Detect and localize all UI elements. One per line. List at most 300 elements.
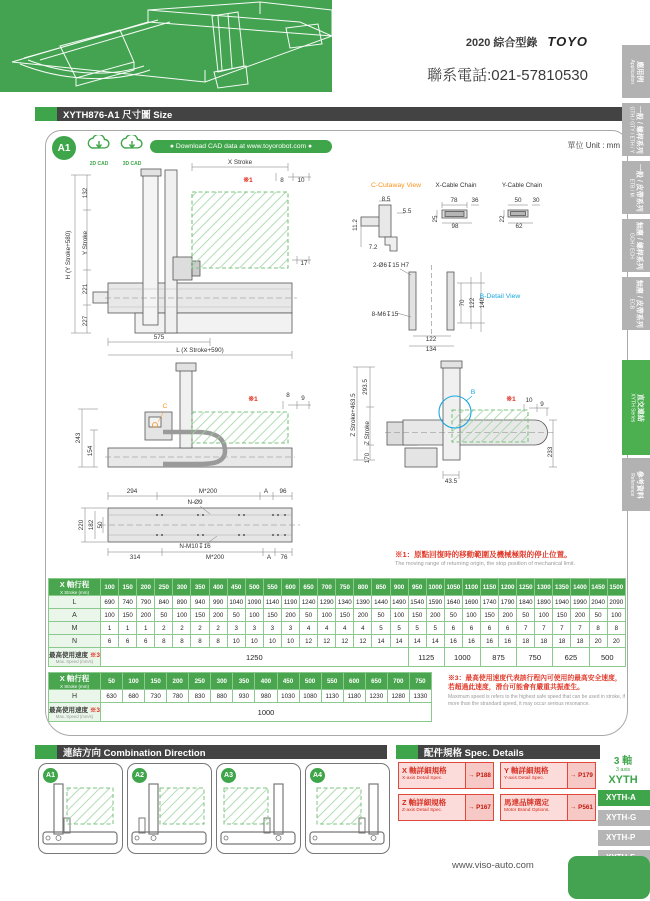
- stroke-value: 850: [372, 579, 390, 596]
- contact-phone: 聯系電話:021-57810530: [427, 67, 588, 84]
- table-cell: 3: [227, 622, 245, 635]
- cad-2d-label: 2D CAD: [89, 161, 109, 167]
- table-cell: 2: [191, 622, 209, 635]
- table-cell: 150: [408, 609, 426, 622]
- dim-label: 30: [532, 197, 540, 204]
- table-cell: 1890: [535, 596, 553, 609]
- table-cell: 690: [101, 596, 119, 609]
- sidebar-tab-etb-m[interactable]: [622, 161, 650, 214]
- table-cell: 930: [233, 690, 255, 703]
- dimension-drawing: [45, 155, 628, 578]
- stroke-value: 350: [233, 673, 255, 690]
- table-cell: 980: [255, 690, 277, 703]
- dim-label: 43.5: [444, 478, 458, 485]
- stroke-value: 600: [343, 673, 365, 690]
- sidebar-tab-ecb[interactable]: [622, 277, 650, 330]
- combination-option-a2[interactable]: [127, 763, 212, 854]
- table-cell: 50: [155, 609, 173, 622]
- table-cell: 1130: [321, 690, 343, 703]
- stroke-header: X 軸行程 X Stroke (mm): [49, 579, 101, 596]
- green-square-marker: [396, 745, 418, 759]
- sidebar-tab-label: 一般 / 皮帶系列 ETB / M: [628, 163, 643, 212]
- stroke-value: 750: [409, 673, 431, 690]
- series-axis-info: [600, 756, 646, 786]
- table-cell: 14: [390, 635, 408, 648]
- stroke-value: 450: [277, 673, 299, 690]
- spec-section-bar: [396, 745, 600, 759]
- table-cell: 2: [173, 622, 191, 635]
- table-cell: 14: [372, 635, 390, 648]
- table-cell: 1690: [462, 596, 480, 609]
- series-family: XYTH: [608, 774, 638, 787]
- dim-label: 5.5: [402, 208, 412, 215]
- stroke-value: 400: [255, 673, 277, 690]
- dim-label: 25: [432, 215, 439, 223]
- dim-label: 122: [469, 297, 476, 309]
- table-cell: 780: [167, 690, 189, 703]
- table-cell: 1290: [318, 596, 336, 609]
- website-url: www.viso-auto.com: [452, 860, 534, 871]
- stroke-value: 1350: [553, 579, 571, 596]
- stroke-header: X 軸行程 X Stroke (mm): [49, 673, 101, 690]
- stroke-value: 250: [189, 673, 211, 690]
- dim-label: L (X Stroke+590): [176, 347, 224, 354]
- spec-zh: Y 軸詳細規格: [504, 766, 549, 775]
- dim-label: A: [266, 554, 272, 561]
- dim-label: B: [470, 389, 476, 396]
- table-cell: 5: [372, 622, 390, 635]
- dim-label: 243: [75, 432, 82, 444]
- combination-option-a1[interactable]: [38, 763, 123, 854]
- stroke-value: 300: [173, 579, 191, 596]
- stroke-value: 1400: [571, 579, 589, 596]
- max-speed-label: 最高使用速度 ※3 Max. Speed (mm/s): [49, 648, 101, 667]
- dim-label: 10: [525, 397, 533, 404]
- spec-en: Z-axis Detail Spec.: [402, 808, 443, 813]
- table-cell: 2: [209, 622, 227, 635]
- table-cell: 6: [499, 622, 517, 635]
- spec-title: 配件規格: [424, 748, 463, 759]
- table-cell: 1340: [336, 596, 354, 609]
- table-cell: 1140: [263, 596, 281, 609]
- stroke-value: 750: [336, 579, 354, 596]
- table-cell: 100: [245, 609, 263, 622]
- table-cell: 20: [589, 635, 607, 648]
- table-cell: 1280: [387, 690, 409, 703]
- table-cell: 1040: [227, 596, 245, 609]
- table-cell: 2: [155, 622, 173, 635]
- table-cell: 16: [499, 635, 517, 648]
- stroke-value: 250: [155, 579, 173, 596]
- combination-badge: A2: [132, 768, 147, 783]
- row-label: H: [49, 690, 101, 703]
- table-cell: 6: [101, 635, 119, 648]
- combination-option-a3[interactable]: [216, 763, 301, 854]
- table-cell: 10: [227, 635, 245, 648]
- max-speed-value: 1125: [408, 648, 444, 667]
- axis-count: 3 軸: [613, 756, 633, 767]
- stroke-value: 1300: [535, 579, 553, 596]
- table-cell: 150: [263, 609, 281, 622]
- table-cell: 890: [173, 596, 191, 609]
- spec-page-ref[interactable]: → P561: [567, 795, 595, 820]
- combination-schematic: [218, 778, 298, 850]
- table-cell: 8: [607, 622, 625, 635]
- stroke-value: 700: [318, 579, 336, 596]
- spec-link-y-axis[interactable]: [500, 762, 596, 789]
- combination-option-a4[interactable]: [305, 763, 390, 854]
- dim-label: 8: [286, 392, 290, 399]
- stroke-value: 50: [101, 673, 123, 690]
- spec-zh: 馬達品牌選定: [504, 798, 549, 807]
- dim-label: 17: [300, 260, 308, 267]
- table-cell: 100: [462, 609, 480, 622]
- table-cell: 1180: [343, 690, 365, 703]
- table-cell: 1740: [480, 596, 498, 609]
- dim-label: 233: [547, 446, 554, 458]
- table-cell: 2090: [607, 596, 625, 609]
- sidebar-tab-gch-ech[interactable]: [622, 219, 650, 272]
- table-cell: 16: [480, 635, 498, 648]
- max-speed-label: 最高使用速度 ※3 Max. Speed (mm/s): [49, 703, 101, 722]
- stroke-value: 500: [245, 579, 263, 596]
- note-3: [448, 674, 628, 707]
- toyo-logo: TOYO: [547, 34, 588, 49]
- dim-label: ※1: [506, 396, 516, 403]
- dim-label: Z Stroke: [364, 421, 371, 445]
- spec-page-ref[interactable]: → P188: [465, 763, 493, 788]
- axis-count-en: 3 axis: [615, 767, 631, 773]
- table-cell: 6: [137, 635, 155, 648]
- stroke-value: 650: [300, 579, 318, 596]
- dim-label: 50: [97, 521, 104, 529]
- green-square-marker: [35, 745, 57, 759]
- table-cell: 20: [607, 635, 625, 648]
- note-1-en: The moving range of returning origin, the stop position of mechanical limit.: [395, 561, 576, 567]
- dim-label: B-Detail View: [479, 293, 521, 300]
- stroke-value: 150: [145, 673, 167, 690]
- table-cell: 1640: [444, 596, 462, 609]
- table-cell: 5: [426, 622, 444, 635]
- table-cell: 150: [480, 609, 498, 622]
- green-square-marker: [35, 107, 57, 121]
- dim-label: 182: [88, 519, 95, 531]
- stroke-value: 1250: [517, 579, 535, 596]
- table-cell: 6: [462, 622, 480, 635]
- stroke-value: 100: [123, 673, 145, 690]
- table-cell: 200: [571, 609, 589, 622]
- table-cell: 1940: [553, 596, 571, 609]
- combination-title-en: Combination Direction: [103, 748, 206, 759]
- dim-label: 76: [280, 554, 288, 561]
- dim-label: 70: [459, 299, 466, 307]
- table-cell: 1590: [426, 596, 444, 609]
- table-cell: 1: [119, 622, 137, 635]
- table-cell: 100: [318, 609, 336, 622]
- stroke-value: 350: [191, 579, 209, 596]
- table-cell: 4: [318, 622, 336, 635]
- dim-label: 170: [364, 452, 371, 464]
- cad-3d-label: 3D CAD: [122, 161, 142, 167]
- dim-label: 36: [471, 197, 479, 204]
- table-cell: 14: [408, 635, 426, 648]
- stroke-value: 1150: [480, 579, 498, 596]
- table-cell: 6: [444, 622, 462, 635]
- table-cell: 8: [191, 635, 209, 648]
- size-section-bar: [35, 107, 628, 121]
- table-cell: 940: [191, 596, 209, 609]
- product-illustration: [0, 0, 332, 92]
- max-speed-value: 500: [589, 648, 625, 667]
- dim-label: N-Ø9: [187, 499, 203, 506]
- dim-label: 50: [514, 197, 522, 204]
- table-cell: 12: [300, 635, 318, 648]
- table-cell: 50: [372, 609, 390, 622]
- spec-en: Y-axis Detail Spec.: [504, 776, 545, 781]
- table-cell: 200: [209, 609, 227, 622]
- sidebar-tab-label: 應用例 Application: [628, 59, 643, 84]
- table-cell: 150: [553, 609, 571, 622]
- table-cell: 200: [354, 609, 372, 622]
- spec-page-ref[interactable]: → P167: [465, 795, 493, 820]
- table-cell: 12: [336, 635, 354, 648]
- table-cell: 18: [571, 635, 589, 648]
- stroke-value: 200: [167, 673, 189, 690]
- table-cell: 4: [336, 622, 354, 635]
- dim-label: 7.2: [368, 244, 378, 251]
- size-title: XYTH876-A1 尺寸圖: [63, 110, 151, 121]
- combination-schematic: [129, 778, 209, 850]
- dim-label: 78: [450, 197, 458, 204]
- table-cell: 790: [137, 596, 155, 609]
- table-cell: 16: [462, 635, 480, 648]
- stroke-value: 600: [281, 579, 299, 596]
- dim-label: 227: [82, 315, 89, 327]
- table-cell: 8: [173, 635, 191, 648]
- sidebar-tab-label: 一般 / 螺桿系列 GTH / GTY / ETH / Y: [628, 105, 643, 154]
- sidebar-tab-reference[interactable]: [622, 458, 650, 511]
- dim-label: N-M10↧16: [179, 543, 211, 550]
- table-cell: 200: [281, 609, 299, 622]
- table-cell: 100: [390, 609, 408, 622]
- table-cell: 3: [245, 622, 263, 635]
- dim-label: M*200: [198, 488, 218, 495]
- max-speed-value: 875: [480, 648, 516, 667]
- stroke-value: 550: [321, 673, 343, 690]
- table-cell: 1240: [300, 596, 318, 609]
- table-cell: 7: [535, 622, 553, 635]
- dim-label: Y-Cable Chain: [501, 182, 543, 189]
- table-cell: 1: [101, 622, 119, 635]
- combination-badge: A1: [43, 768, 58, 783]
- combination-schematic: [307, 778, 387, 850]
- table-cell: 18: [535, 635, 553, 648]
- dim-label: 294: [126, 488, 138, 495]
- stroke-value: 150: [119, 579, 137, 596]
- table-cell: 10: [245, 635, 263, 648]
- table-cell: 50: [227, 609, 245, 622]
- stroke-value: 1200: [499, 579, 517, 596]
- spec-link-motor-brand[interactable]: [500, 794, 596, 821]
- dim-label: 9: [301, 395, 305, 402]
- dim-label: 575: [153, 334, 165, 341]
- table-cell: 200: [499, 609, 517, 622]
- corner-green-block: [568, 856, 650, 899]
- dim-label: X-Cable Chain: [435, 182, 477, 189]
- table-cell: 830: [189, 690, 211, 703]
- table-cell: 1190: [281, 596, 299, 609]
- stroke-value: 700: [387, 673, 409, 690]
- sidebar-tab-label: 無塵 / 螺桿系列 GCH / ECH: [628, 221, 643, 270]
- table-cell: 100: [535, 609, 553, 622]
- table-cell: 840: [155, 596, 173, 609]
- table-cell: 3: [263, 622, 281, 635]
- table-cell: 1990: [571, 596, 589, 609]
- series-tab-xyth-p[interactable]: XYTH-P: [598, 830, 650, 846]
- table-cell: 100: [101, 609, 119, 622]
- dim-label: 154: [87, 445, 94, 457]
- spec-en: Motor Brand Options.: [504, 808, 550, 813]
- dim-label: 8: [280, 177, 284, 184]
- table-cell: 200: [426, 609, 444, 622]
- table-cell: 150: [336, 609, 354, 622]
- stroke-value: 550: [263, 579, 281, 596]
- table-cell: 12: [318, 635, 336, 648]
- stroke-value: 450: [227, 579, 245, 596]
- dim-label: 220: [78, 519, 85, 531]
- spec-page-ref[interactable]: → P179: [567, 763, 595, 788]
- table-cell: 150: [191, 609, 209, 622]
- dim-label: 9: [540, 401, 544, 408]
- cloud-download-icon: [86, 135, 112, 152]
- model-variant-badge: A1: [52, 136, 76, 160]
- stroke-value: 1450: [589, 579, 607, 596]
- stroke-value: 1050: [444, 579, 462, 596]
- max-speed-value: 1250: [101, 648, 409, 667]
- dim-label: 122: [425, 336, 437, 343]
- dim-label: ※1: [248, 396, 258, 403]
- download-cad-button[interactable]: ● Download CAD data at www.toyorobot.com ●: [150, 140, 332, 153]
- stroke-value: 650: [365, 673, 387, 690]
- note-3-zh: ※3：最高使用速度代表該行程內可使用的最高安全速度，若超過此速度，滑台可能會有嚴重共振產生。: [448, 675, 622, 692]
- table-cell: 4: [354, 622, 372, 635]
- stroke-value: 500: [299, 673, 321, 690]
- max-speed-value: 625: [553, 648, 589, 667]
- table-cell: 1030: [277, 690, 299, 703]
- spec-title-en: Spec. Details: [464, 748, 524, 759]
- spec-link-z-axis[interactable]: [398, 794, 494, 821]
- combination-title: 連結方向: [63, 748, 102, 759]
- table-cell: 740: [119, 596, 137, 609]
- dim-label: Y Stroke: [82, 230, 89, 256]
- combination-badge: A3: [221, 768, 236, 783]
- dim-label: 98: [451, 223, 459, 230]
- table-cell: 50: [517, 609, 535, 622]
- x-stroke-table: [48, 578, 626, 667]
- spec-zh: X 軸詳細規格: [402, 766, 447, 775]
- spec-link-x-axis[interactable]: [398, 762, 494, 789]
- note-1: [395, 549, 625, 567]
- combination-schematic: [40, 778, 120, 850]
- table-cell: 8: [155, 635, 173, 648]
- table-cell: 1390: [354, 596, 372, 609]
- table-cell: 1790: [499, 596, 517, 609]
- series-tab-xyth-g[interactable]: XYTH-G: [598, 810, 650, 826]
- row-label: L: [49, 596, 101, 609]
- table-cell: 1540: [408, 596, 426, 609]
- row-label: A: [49, 609, 101, 622]
- table-cell: 1490: [390, 596, 408, 609]
- sidebar-tab-gth-gty-eth-y[interactable]: [622, 103, 650, 156]
- note-1-zh: ※1：原點回復時的移動範圍及機械極限的停止位置。: [395, 550, 572, 559]
- table-cell: 1440: [372, 596, 390, 609]
- row-label: M: [49, 622, 101, 635]
- dim-label: 132: [82, 187, 89, 199]
- dim-label: X Stroke: [227, 159, 253, 166]
- table-cell: 14: [426, 635, 444, 648]
- table-cell: 100: [607, 609, 625, 622]
- table-cell: 7: [553, 622, 571, 635]
- table-cell: 1090: [245, 596, 263, 609]
- stroke-value: 400: [209, 579, 227, 596]
- table-cell: 3: [281, 622, 299, 635]
- table-cell: 18: [553, 635, 571, 648]
- stroke-value: 1000: [426, 579, 444, 596]
- table-cell: 8: [589, 622, 607, 635]
- size-title-en: Size: [153, 110, 173, 121]
- unit-label: 單位 Unit : mm: [567, 141, 620, 150]
- max-speed-value: 750: [517, 648, 553, 667]
- dim-label: Z Stroke+463.5: [350, 393, 357, 437]
- table-cell: 630: [101, 690, 123, 703]
- sidebar-tab-label: 無塵 / 皮帶系列 ECB: [628, 279, 643, 328]
- sidebar-tab-xyth-series[interactable]: [622, 360, 650, 455]
- gantry-robot-line-art: [0, 0, 332, 92]
- stroke-value: 200: [137, 579, 155, 596]
- note-3-en: Maximum speed is refers to the highest safe speed that can be used in stroke, if more than the strandard speed, it may occur serious resonance.: [448, 694, 626, 707]
- spec-zh: Z 軸詳細規格: [402, 798, 447, 807]
- table-cell: 10: [281, 635, 299, 648]
- table-cell: 8: [209, 635, 227, 648]
- series-tab-xyth-a[interactable]: XYTH-A: [598, 790, 650, 806]
- table-cell: 7: [571, 622, 589, 635]
- table-cell: 50: [300, 609, 318, 622]
- spec-en: X-axis Detail Spec.: [402, 776, 443, 781]
- dim-label: 96: [279, 488, 287, 495]
- catalog-title: [466, 34, 588, 50]
- combination-section-bar: [35, 745, 387, 759]
- stroke-value: 800: [354, 579, 372, 596]
- dim-label: 2-Ø6↧15 H7: [372, 262, 410, 269]
- max-speed-value: 1000: [101, 703, 432, 722]
- table-cell: 880: [211, 690, 233, 703]
- table-cell: 1230: [365, 690, 387, 703]
- table-cell: 1: [137, 622, 155, 635]
- table-cell: 7: [517, 622, 535, 635]
- table-cell: 18: [517, 635, 535, 648]
- dim-label: 314: [129, 554, 141, 561]
- dim-label: 11.2: [352, 219, 359, 231]
- table-cell: 100: [173, 609, 191, 622]
- dim-label: 8-M6↧15: [371, 311, 399, 318]
- stroke-value: 1100: [462, 579, 480, 596]
- sidebar-tab-application[interactable]: [622, 45, 650, 98]
- stroke-value: 1500: [607, 579, 625, 596]
- dim-label: 293.5: [362, 379, 369, 395]
- dim-label: 221: [82, 283, 89, 295]
- dim-label: 8.5: [381, 196, 391, 203]
- stroke-value: 100: [101, 579, 119, 596]
